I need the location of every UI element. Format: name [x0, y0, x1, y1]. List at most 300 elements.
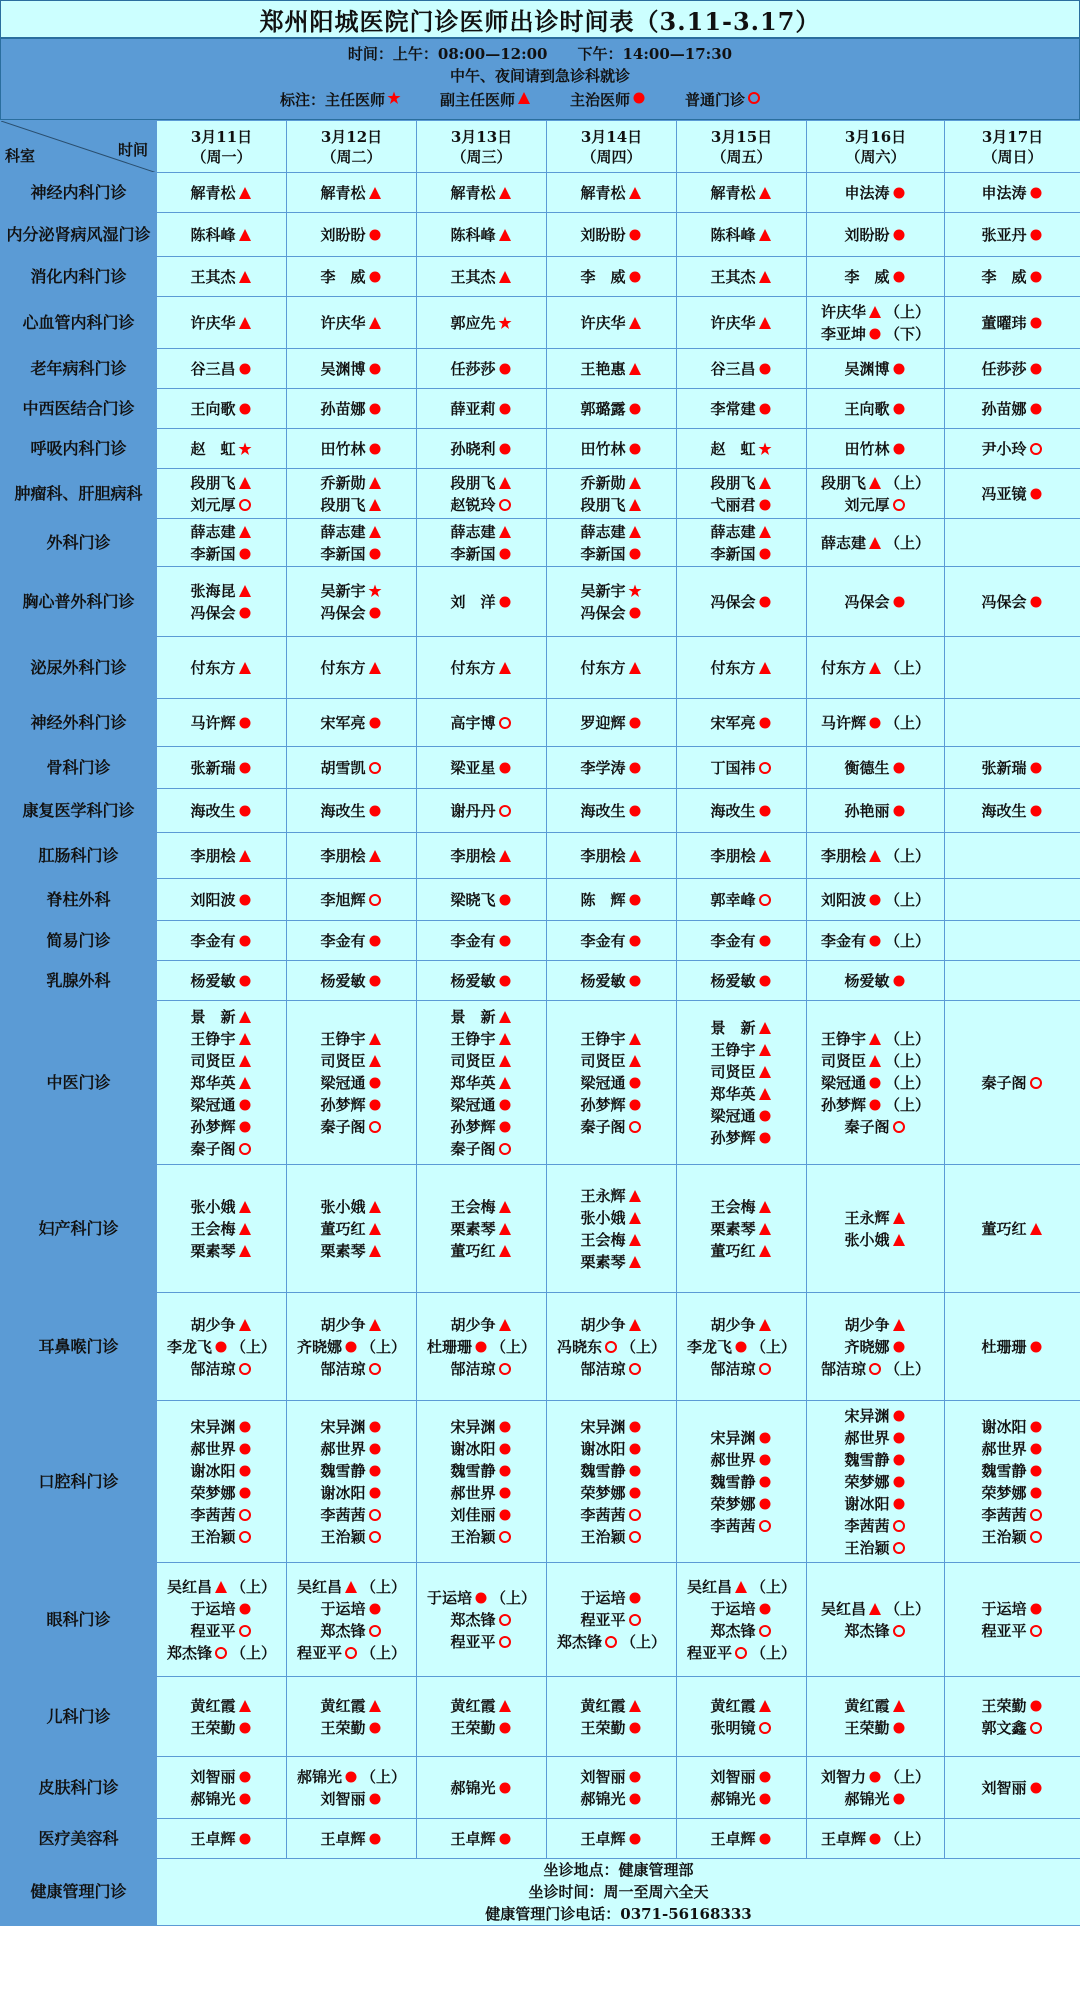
- triangle-icon: [757, 524, 773, 540]
- doctor-name: 刘盼盼: [320, 226, 366, 244]
- schedule-cell: [807, 921, 945, 961]
- day-header: [945, 121, 1080, 173]
- schedule-cell: [157, 1165, 287, 1293]
- schedule-cell: [677, 1757, 807, 1819]
- triangle-icon: [867, 1053, 883, 1069]
- doctor-name: 冯亚镜: [981, 485, 1027, 503]
- doctor-name: 栗素琴: [450, 1220, 496, 1238]
- doctor-name: 郑杰锋: [320, 1622, 366, 1640]
- doctor-name: 郝世界: [190, 1440, 236, 1458]
- doctor-name: 张海昆: [190, 582, 236, 600]
- schedule-cell: [945, 173, 1080, 213]
- schedule-cell: [807, 349, 945, 389]
- ring-icon: [757, 1518, 773, 1534]
- ring-icon: [343, 1645, 359, 1661]
- doctor-entry: [807, 1207, 944, 1229]
- doctor-entry: [417, 1526, 546, 1548]
- doctor-entry: [547, 1631, 676, 1653]
- triangle-icon: [891, 1317, 907, 1333]
- triangle-icon: [867, 660, 883, 676]
- doctor-entry: [287, 1028, 416, 1050]
- ring-icon: [891, 1540, 907, 1556]
- schedule-cell: [547, 1293, 677, 1401]
- schedule-row: [1, 1677, 1080, 1757]
- triangle-icon: [497, 185, 513, 201]
- session-note: （上）: [885, 1096, 931, 1114]
- triangle-icon: [237, 1053, 253, 1069]
- doctor-entry: [157, 1482, 286, 1504]
- triangle-icon: [516, 90, 532, 106]
- doctor-name: 秦子阁: [450, 1140, 496, 1158]
- doctor-entry: [945, 591, 1080, 613]
- dot-icon: [367, 1485, 383, 1501]
- dot-icon: [237, 1720, 253, 1736]
- doctor-entry: [287, 224, 416, 246]
- ring-icon: [1028, 1507, 1044, 1523]
- schedule-cell: [157, 699, 287, 747]
- dot-icon: [343, 1339, 359, 1355]
- doctor-entry: [157, 1766, 286, 1788]
- doctor-entry: [287, 1788, 416, 1810]
- doctor-entry: [677, 1695, 806, 1717]
- schedule-row: [1, 833, 1080, 879]
- doctor-entry: [287, 1766, 416, 1788]
- department-name: 肿瘤科、肝胆病科: [1, 469, 157, 519]
- doctor-entry: [677, 1598, 806, 1620]
- doctor-entry: [945, 1482, 1080, 1504]
- doctor-name: 申法涛: [981, 184, 1027, 202]
- schedule-cell: [417, 921, 547, 961]
- doctor-entry: [677, 1766, 806, 1788]
- dot-icon: [237, 1119, 253, 1135]
- schedule-cell: [547, 699, 677, 747]
- doctor-entry: [157, 1717, 286, 1739]
- doctor-entry: [287, 1218, 416, 1240]
- triangle-icon: [627, 660, 643, 676]
- doctor-name: 谢冰阳: [981, 1418, 1027, 1436]
- doctor-entry: [547, 438, 676, 460]
- triangle-icon: [497, 1053, 513, 1069]
- doctor-name: 栗素琴: [580, 1253, 626, 1271]
- legend-prefix: 标注：: [279, 91, 325, 109]
- doctor-name: 王荣勤: [981, 1697, 1027, 1715]
- doctor-entry: [677, 1083, 806, 1105]
- schedule-cell: [945, 519, 1080, 567]
- schedule-cell: [157, 1819, 287, 1859]
- doctor-entry: [157, 1006, 286, 1028]
- schedule-cell: [807, 1757, 945, 1819]
- doctor-entry: [547, 1251, 676, 1273]
- doctor-entry: [157, 1788, 286, 1810]
- doctor-name: 李新国: [190, 545, 236, 563]
- doctor-name: 段朋飞: [580, 496, 626, 514]
- doctor-entry: [417, 845, 546, 867]
- schedule-cell: [547, 1165, 677, 1293]
- doctor-entry: [287, 602, 416, 624]
- doctor-name: 李茜茜: [844, 1517, 890, 1535]
- dot-icon: [237, 973, 253, 989]
- schedule-cell: [677, 469, 807, 519]
- schedule-cell: [157, 567, 287, 637]
- triangle-icon: [497, 269, 513, 285]
- doctor-name: 孙梦辉: [580, 1096, 626, 1114]
- ring-icon: [1028, 1623, 1044, 1639]
- dot-icon: [757, 1831, 773, 1847]
- doctor-entry: [677, 312, 806, 334]
- schedule-cell: [547, 637, 677, 699]
- legend-items: [325, 91, 800, 109]
- doctor-name: 李龙飞: [166, 1338, 212, 1356]
- dot-icon: [497, 892, 513, 908]
- department-name: 神经内科门诊: [1, 173, 157, 213]
- triangle-icon: [497, 1221, 513, 1237]
- schedule-cell: [417, 1293, 547, 1401]
- doctor-entry: [945, 1777, 1080, 1799]
- doctor-name: 李旭辉: [320, 891, 366, 909]
- department-name: 康复医学科门诊: [1, 789, 157, 833]
- ring-icon: [627, 1507, 643, 1523]
- schedule-cell: [807, 1677, 945, 1757]
- doctor-name: 胡少争: [190, 1316, 236, 1334]
- dot-icon: [1028, 361, 1044, 377]
- schedule-cell: [157, 833, 287, 879]
- schedule-cell: [677, 879, 807, 921]
- hours-text: 时间：上午：08:00—12:00 下午：14:00—17:30: [347, 45, 733, 63]
- dot-icon: [867, 933, 883, 949]
- doctor-name: 杜珊珊: [426, 1338, 472, 1356]
- schedule-cell: [157, 637, 287, 699]
- ring-icon: [367, 1529, 383, 1545]
- doctor-entry: [287, 543, 416, 565]
- doctor-entry: [677, 591, 806, 613]
- schedule-cell: [547, 879, 677, 921]
- legend-label: 主治医师: [570, 91, 631, 109]
- doctor-entry: [287, 1314, 416, 1336]
- doctor-entry: [287, 657, 416, 679]
- dot-icon: [1028, 185, 1044, 201]
- schedule-cell: [547, 1757, 677, 1819]
- doctor-entry: [807, 532, 944, 554]
- doctor-name: 王其杰: [450, 268, 496, 286]
- ring-icon: [497, 1141, 513, 1157]
- schedule-row: [1, 879, 1080, 921]
- doctor-entry: [157, 358, 286, 380]
- doctor-entry: [677, 930, 806, 952]
- dot-icon: [891, 1430, 907, 1446]
- schedule-cell: [945, 213, 1080, 257]
- doctor-entry: [157, 1460, 286, 1482]
- doctor-entry: [807, 1537, 944, 1559]
- doctor-name: 段朋飞: [710, 474, 756, 492]
- star-icon: [367, 583, 383, 599]
- day-weekday: （周日）: [982, 147, 1043, 166]
- doctor-name: 段朋飞: [820, 474, 866, 492]
- doctor-entry: [287, 398, 416, 420]
- schedule-row: [1, 469, 1080, 519]
- doctor-name: 王永辉: [844, 1209, 890, 1227]
- schedule-cell: [287, 1401, 417, 1563]
- ring-icon: [497, 1529, 513, 1545]
- schedule-cell: [157, 879, 287, 921]
- schedule-cell: [807, 173, 945, 213]
- doctor-name: 王治颖: [320, 1528, 366, 1546]
- ring-icon: [497, 715, 513, 731]
- schedule-cell: [807, 213, 945, 257]
- triangle-icon: [627, 524, 643, 540]
- triangle-icon: [497, 1243, 513, 1259]
- doctor-name: 刘 洋: [450, 593, 496, 611]
- doctor-entry: [287, 712, 416, 734]
- schedule-cell: [945, 297, 1080, 349]
- doctor-entry: [287, 1695, 416, 1717]
- dot-icon: [367, 1419, 383, 1435]
- doctor-name: 孙梦辉: [450, 1118, 496, 1136]
- doctor-entry: [417, 1116, 546, 1138]
- doctor-entry: [157, 521, 286, 543]
- doctor-entry: [547, 657, 676, 679]
- doctor-name: 郑杰锋: [710, 1622, 756, 1640]
- department-name: 呼吸内科门诊: [1, 429, 157, 469]
- day-header: [287, 121, 417, 173]
- doctor-name: 陈科峰: [190, 226, 236, 244]
- doctor-entry: [157, 1416, 286, 1438]
- doctor-name: 魏雪静: [320, 1462, 366, 1480]
- doctor-name: 李金有: [320, 932, 366, 950]
- session-note: （上）: [885, 891, 931, 909]
- doctor-entry: [547, 1072, 676, 1094]
- doctor-name: 冯保会: [710, 593, 756, 611]
- doctor-entry: [677, 182, 806, 204]
- schedule-cell: [547, 349, 677, 389]
- doctor-name: 董曜玮: [981, 314, 1027, 332]
- schedule-cell: [417, 1677, 547, 1757]
- dot-icon: [627, 1831, 643, 1847]
- doctor-name: 田竹林: [844, 440, 890, 458]
- doctor-entry: [807, 1229, 944, 1251]
- triangle-icon: [757, 1243, 773, 1259]
- schedule-cell: [547, 789, 677, 833]
- dot-icon: [627, 1075, 643, 1091]
- triangle-icon: [497, 524, 513, 540]
- legend-item: [440, 91, 532, 109]
- doctor-name: 郝锦光: [296, 1768, 342, 1786]
- day-header: [677, 121, 807, 173]
- schedule-cell: [287, 469, 417, 519]
- doctor-entry: [287, 1526, 416, 1548]
- dot-icon: [627, 1463, 643, 1479]
- doctor-name: 申法涛: [844, 184, 890, 202]
- triangle-icon: [367, 315, 383, 331]
- doctor-entry: [677, 1788, 806, 1810]
- doctor-entry: [677, 1515, 806, 1537]
- doctor-entry: [417, 591, 546, 613]
- dot-icon: [757, 1496, 773, 1512]
- doctor-entry: [417, 970, 546, 992]
- doctor-name: 荣梦娜: [580, 1484, 626, 1502]
- triangle-icon: [627, 315, 643, 331]
- doctor-name: 司贤臣: [450, 1052, 496, 1070]
- doctor-entry: [547, 266, 676, 288]
- doctor-name: 李新国: [710, 545, 756, 563]
- doctor-name: 海改生: [710, 802, 756, 820]
- dot-icon: [757, 1108, 773, 1124]
- schedule-cell: [287, 747, 417, 789]
- doctor-name: 于运培: [710, 1600, 756, 1618]
- ring-icon: [367, 1507, 383, 1523]
- dot-icon: [627, 227, 643, 243]
- doctor-entry: [945, 438, 1080, 460]
- doctor-entry: [417, 1438, 546, 1460]
- schedule-cell: [807, 833, 945, 879]
- doctor-name: 荣梦娜: [190, 1484, 236, 1502]
- dot-icon: [1028, 227, 1044, 243]
- doctor-name: 于运培: [320, 1600, 366, 1618]
- schedule-cell: [945, 567, 1080, 637]
- dot-icon: [1028, 803, 1044, 819]
- doctor-entry: [417, 312, 546, 334]
- doctor-name: 刘智力: [820, 1768, 866, 1786]
- doctor-name: 郝锦光: [844, 1790, 890, 1808]
- dot-icon: [237, 1097, 253, 1113]
- doctor-name: 李茜茜: [981, 1506, 1027, 1524]
- doctor-name: 杨爱敏: [844, 972, 890, 990]
- ring-icon: [627, 1612, 643, 1628]
- schedule-cell: [807, 747, 945, 789]
- doctor-name: 郭应先: [450, 314, 496, 332]
- doctor-name: 秦子阁: [320, 1118, 366, 1136]
- triangle-icon: [627, 1053, 643, 1069]
- doctor-name: 王其杰: [710, 268, 756, 286]
- schedule-cell: [157, 1293, 287, 1401]
- doctor-name: 程亚平: [686, 1644, 732, 1662]
- schedule-cell: [807, 297, 945, 349]
- schedule-cell: [157, 789, 287, 833]
- triangle-icon: [867, 1601, 883, 1617]
- doctor-entry: [677, 757, 806, 779]
- schedule-cell: [547, 921, 677, 961]
- triangle-icon: [627, 1188, 643, 1204]
- triangle-icon: [367, 1221, 383, 1237]
- schedule-cell: [287, 213, 417, 257]
- doctor-entry: [157, 1050, 286, 1072]
- triangle-icon: [367, 1031, 383, 1047]
- doctor-name: 梁亚星: [450, 759, 496, 777]
- schedule-cell: [807, 1401, 945, 1563]
- schedule-cell: [157, 1001, 287, 1165]
- doctor-name: 刘阳波: [190, 891, 236, 909]
- schedule-cell: [945, 1401, 1080, 1563]
- schedule-cell: [807, 1819, 945, 1859]
- day-header: [157, 121, 287, 173]
- doctor-name: 郭璐露: [580, 400, 626, 418]
- legend-item: [325, 91, 402, 109]
- triangle-icon: [367, 497, 383, 513]
- doctor-name: 李金有: [580, 932, 626, 950]
- triangle-icon: [627, 1232, 643, 1248]
- triangle-icon: [497, 1075, 513, 1091]
- schedule-cell: [417, 349, 547, 389]
- dot-icon: [627, 269, 643, 285]
- session-note: （上）: [231, 1644, 277, 1662]
- doctor-entry: [417, 1358, 546, 1380]
- doctor-name: 马许辉: [820, 714, 866, 732]
- dot-icon: [497, 1485, 513, 1501]
- schedule-cell: [677, 429, 807, 469]
- dot-icon: [631, 90, 647, 106]
- doctor-entry: [807, 1336, 944, 1358]
- session-note: （上）: [361, 1578, 407, 1596]
- ring-icon: [603, 1339, 619, 1355]
- doctor-name: 秦子阁: [190, 1140, 236, 1158]
- dot-icon: [757, 803, 773, 819]
- doctor-entry: [287, 800, 416, 822]
- schedule-cell: [287, 567, 417, 637]
- doctor-entry: [807, 800, 944, 822]
- doctor-name: 王铮宇: [820, 1030, 866, 1048]
- session-note: （上）: [751, 1338, 797, 1356]
- dot-icon: [627, 715, 643, 731]
- doctor-entry: [807, 1828, 944, 1850]
- triangle-icon: [733, 1579, 749, 1595]
- dot-icon: [237, 1769, 253, 1785]
- dot-icon: [627, 1097, 643, 1113]
- doctor-entry: [807, 1598, 944, 1620]
- dot-icon: [1028, 1601, 1044, 1617]
- department-name: 简易门诊: [1, 921, 157, 961]
- doctor-name: 付东方: [710, 659, 756, 677]
- schedule-cell: [547, 257, 677, 297]
- doctor-name: 魏雪静: [981, 1462, 1027, 1480]
- info-banner: [0, 38, 1080, 120]
- doctor-entry: [417, 494, 546, 516]
- session-note: （上）: [885, 659, 931, 677]
- department-name: 神经外科门诊: [1, 699, 157, 747]
- doctor-name: 杜珊珊: [981, 1338, 1027, 1356]
- star-icon: [497, 315, 513, 331]
- doctor-name: 李亚坤: [820, 325, 866, 343]
- schedule-cell: [677, 1677, 807, 1757]
- doctor-name: 段朋飞: [450, 474, 496, 492]
- department-name: 消化内科门诊: [1, 257, 157, 297]
- dot-icon: [891, 973, 907, 989]
- doctor-name: 梁冠通: [710, 1107, 756, 1125]
- schedule-cell: [677, 1563, 807, 1677]
- doctor-name: 孙苗娜: [320, 400, 366, 418]
- schedule-cell: [157, 469, 287, 519]
- doctor-name: 张小娥: [580, 1209, 626, 1227]
- session-note: （上）: [231, 1578, 277, 1596]
- doctor-name: 荣梦娜: [981, 1484, 1027, 1502]
- schedule-row: [1, 567, 1080, 637]
- triangle-icon: [237, 1199, 253, 1215]
- doctor-name: 王治颖: [981, 1528, 1027, 1546]
- doctor-name: 胡少争: [580, 1316, 626, 1334]
- doctor-name: 许庆华: [580, 314, 626, 332]
- corner-header: [1, 121, 157, 173]
- legend-label: 普通门诊: [685, 91, 746, 109]
- doctor-name: 陈科峰: [710, 226, 756, 244]
- doctor-entry: [547, 182, 676, 204]
- schedule-cell: [807, 389, 945, 429]
- department-name: 胸心普外科门诊: [1, 567, 157, 637]
- doctor-entry: [677, 1218, 806, 1240]
- schedule-row: [1, 519, 1080, 567]
- doctor-name: 郝世界: [450, 1484, 496, 1502]
- session-note: （上）: [885, 1830, 931, 1848]
- doctor-name: 高宇博: [450, 714, 496, 732]
- schedule-cell: [677, 699, 807, 747]
- day-date: 3月14日: [580, 127, 643, 146]
